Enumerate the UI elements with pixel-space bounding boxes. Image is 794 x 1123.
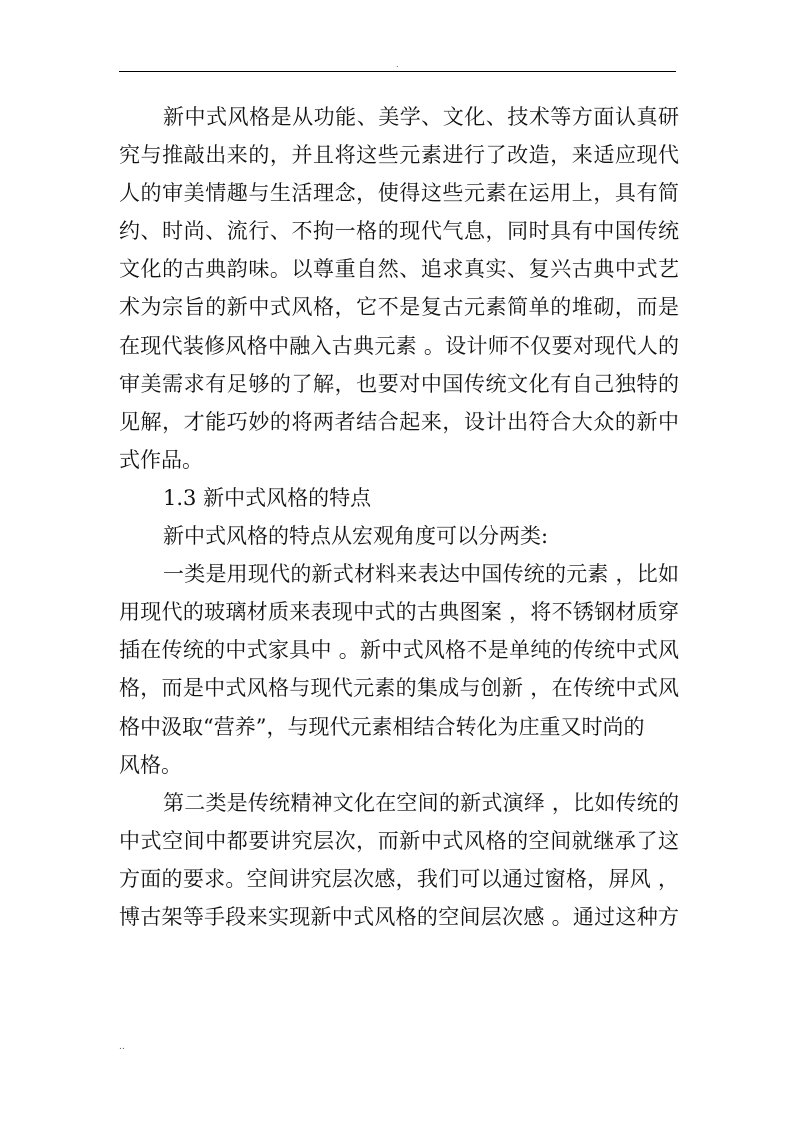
text-line: 式作品。 [119,447,203,472]
text-line: 见解，才能巧妙的将两者结合起来，设计出符合大众的新中 [119,409,679,434]
text-line: 究与推敲出来的，并且将这些元素进行了改造，来适应现代 [119,143,679,168]
text-line: 博古架等手段来实现新中式风格的空间层次感 。通过这种方 [119,904,679,929]
header-mark: . [396,60,399,69]
text-line: 在现代装修风格中融入古典元素 。设计师不仅要对现代人的 [119,333,679,358]
text-line: 文化的古典韵味。以尊重自然、追求真实、复兴古典中式艺 [119,257,679,282]
text-line: 中式空间中都要讲究层次，而新中式风格的空间就继承了这 [119,828,679,853]
body-text [119,98,679,936]
section-heading: 1.3 新中式风格的特点 [163,485,372,510]
text-line: 风格。 [119,752,182,777]
text-line: 新中式风格的特点从宏观角度可以分两类: [163,524,549,549]
text-line: 人的审美情趣与生活理念，使得这些元素在运用上，具有简 [119,181,679,206]
text-line: 方面的要求。空间讲究层次感，我们可以通过窗格，屏风 ， [119,866,679,891]
text-line: 审美需求有足够的了解，也要对中国传统文化有自己独特的 [119,371,679,396]
footer-mark: .. [119,1042,125,1052]
text-line: 格中汲取“营养”，与现代元素相结合转化为庄重又时尚的 [119,714,645,739]
text-line: 格，而是中式风格与现代元素的集成与创新 ，在传统中式风 [119,676,679,701]
text-line: 术为宗旨的新中式风格，它不是复古元素简单的堆砌，而是 [119,295,679,320]
header-rule [119,71,676,72]
text-line: 第二类是传统精神文化在空间的新式演绎 ，比如传统的 [163,790,679,815]
text-line: 用现代的玻璃材质来表现中式的古典图案 ，将不锈钢材质穿 [119,600,679,625]
text-line: 约、时尚、流行、不拘一格的现代气息，同时具有中国传统 [119,219,679,244]
text-line: 新中式风格是从功能、美学、文化、技术等方面认真研 [163,105,679,129]
text-line: 一类是用现代的新式材料来表达中国传统的元素 ，比如 [163,562,679,587]
text-line: 插在传统的中式家具中 。新中式风格不是单纯的传统中式风 [119,638,679,663]
